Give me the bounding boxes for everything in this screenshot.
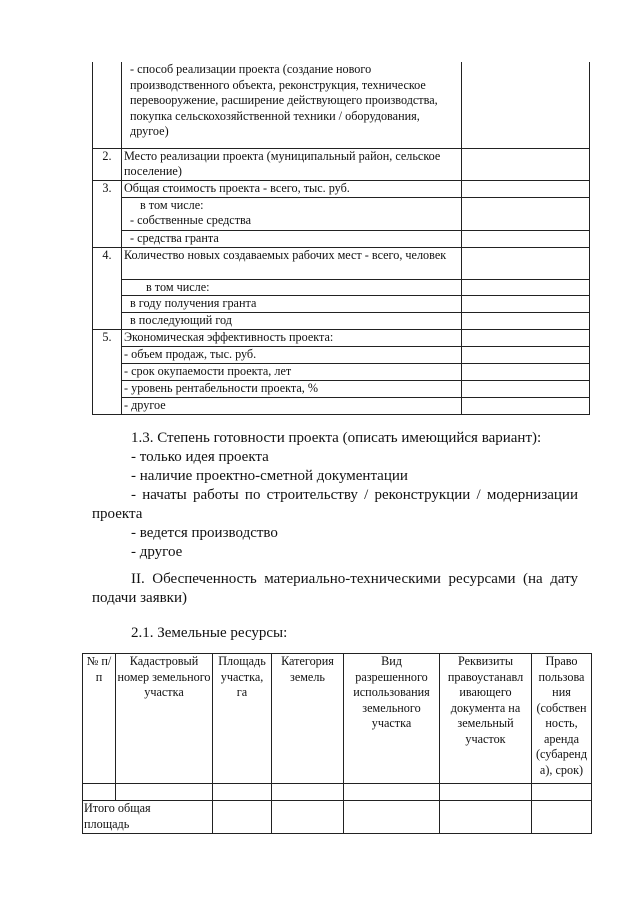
total-area-label (83, 801, 213, 834)
table-row (93, 380, 590, 397)
table-total-row (83, 801, 592, 834)
readiness-option: - только идея проекта (131, 449, 269, 465)
row-value-cell[interactable] (462, 380, 590, 397)
row-label: в году получения гранта (122, 296, 462, 313)
row-label: - собственные средства (122, 213, 462, 230)
row-value-cell[interactable] (462, 397, 590, 414)
row-label: Экономическая эффективность проекта: (122, 330, 462, 347)
table-row (93, 397, 590, 414)
column-header-right: Право пользова ния (собствен ность, аренда (субаренд а), срок) (532, 654, 592, 784)
row-label: Место реализации проекта (муниципальный район, сельское поселение) (122, 148, 462, 180)
row-number (93, 197, 122, 213)
table-row (93, 296, 590, 313)
table-header-row (83, 654, 592, 784)
total-area-label-text: Итого общая площадь (84, 801, 151, 831)
table-row (93, 213, 590, 230)
row-value-cell[interactable] (462, 148, 590, 180)
section-1-3-heading: 1.3. Степень готовности проекта (описать имеющийся вариант): (131, 430, 542, 446)
column-header-usage: Вид разрешенного использования земельного участка (344, 654, 440, 784)
row-value-cell[interactable] (462, 330, 590, 347)
row-number (93, 213, 122, 230)
row-value-cell[interactable] (462, 180, 590, 197)
column-header-category: Категория земель (272, 654, 344, 784)
row-number (93, 347, 122, 364)
row-value-cell[interactable] (462, 313, 590, 330)
row-label: в том числе: (122, 279, 462, 296)
table-row (83, 784, 592, 801)
row-value-cell[interactable] (462, 213, 590, 230)
row-number (93, 313, 122, 330)
section-2-1-heading: 2.1. Земельные ресурсы: (131, 625, 288, 641)
row-value-cell[interactable] (462, 363, 590, 380)
row-number (93, 363, 122, 380)
row-value-cell[interactable] (462, 62, 590, 148)
table-cell[interactable] (532, 784, 592, 801)
section-2-heading: II. Обеспеченность материально-техническими ресурсами (на дату (131, 571, 578, 587)
table-cell[interactable] (272, 784, 344, 801)
row-label: - уровень рентабельности проекта, % (122, 380, 462, 397)
table-cell[interactable] (344, 801, 440, 834)
row-number (93, 397, 122, 414)
table-row (93, 347, 590, 364)
readiness-option: - ведется производство (131, 525, 278, 541)
row-label: - срок окупаемости проекта, лет (122, 363, 462, 380)
row-label: в том числе: (122, 197, 462, 213)
row-number: 4. (93, 247, 122, 279)
row-number (93, 296, 122, 313)
table-row (93, 313, 590, 330)
row-number: 2. (93, 148, 122, 180)
row-value-cell[interactable] (462, 247, 590, 279)
land-resources-table (82, 653, 592, 834)
row-value-cell[interactable] (462, 197, 590, 213)
readiness-option: - наличие проектно-сметной документации (131, 468, 408, 484)
table-cell[interactable] (272, 801, 344, 834)
row-number (93, 380, 122, 397)
table-cell[interactable] (532, 801, 592, 834)
row-value-cell[interactable] (462, 347, 590, 364)
table-row (93, 230, 590, 247)
table-row (93, 180, 590, 197)
column-header-cadastral: Кадастровый номер земельного участка (116, 654, 213, 784)
row-value-cell[interactable] (462, 296, 590, 313)
table-row (93, 363, 590, 380)
table-cell[interactable] (83, 784, 116, 801)
row-label: - способ реализации проекта (создание нового производственного объекта, реконструкция, техническое перевооружение, расширение действующего производства, покупка сельскохозяйственной техники / оборудования, другое) (122, 62, 462, 148)
row-number: 5. (93, 330, 122, 347)
table-cell[interactable] (213, 801, 272, 834)
table-row (93, 62, 590, 148)
table-cell[interactable] (440, 784, 532, 801)
column-header-area: Площадь участка, га (213, 654, 272, 784)
column-header-document: Реквизиты правоустанавл ивающего документа на земельный участок (440, 654, 532, 784)
readiness-option: - начаты работы по строительству / реконструкции / модернизации (131, 487, 578, 503)
column-header-number: № п/п (83, 654, 116, 784)
table-row (93, 148, 590, 180)
row-number: 3. (93, 180, 122, 197)
readiness-option-continuation: проекта (92, 506, 143, 522)
table-row (93, 330, 590, 347)
row-label: - другое (122, 397, 462, 414)
table-row (93, 279, 590, 296)
table-cell[interactable] (344, 784, 440, 801)
row-label: Количество новых создаваемых рабочих мест - всего, человек (122, 247, 462, 279)
row-label: - средства гранта (122, 230, 462, 247)
table-cell[interactable] (440, 801, 532, 834)
row-label: в последующий год (122, 313, 462, 330)
readiness-option: - другое (131, 544, 183, 560)
table-row (93, 197, 590, 213)
project-info-table (92, 62, 590, 415)
row-number (93, 279, 122, 296)
row-value-cell[interactable] (462, 230, 590, 247)
row-label: Общая стоимость проекта - всего, тыс. руб. (122, 180, 462, 197)
row-value-cell[interactable] (462, 279, 590, 296)
table-row (93, 247, 590, 279)
row-number (93, 230, 122, 247)
table-cell[interactable] (213, 784, 272, 801)
row-number (93, 62, 122, 148)
row-label: - объем продаж, тыс. руб. (122, 347, 462, 364)
table-cell[interactable] (116, 784, 213, 801)
section-2-heading-continuation: подачи заявки) (92, 590, 187, 606)
